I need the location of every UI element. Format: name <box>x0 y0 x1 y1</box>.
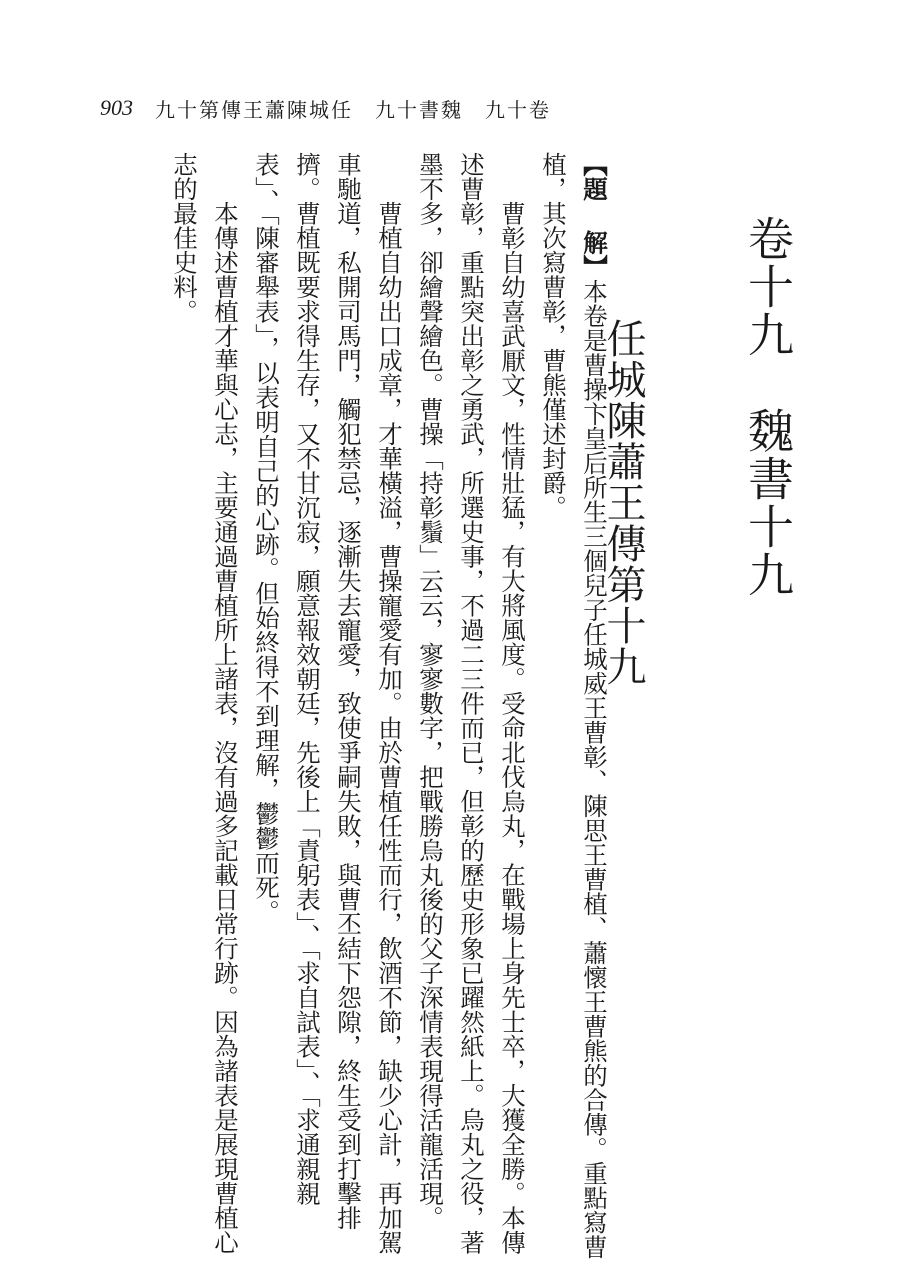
page-number: 903 <box>100 95 133 120</box>
chapter-title: 任城陳蕭王傳第十九 <box>600 318 646 687</box>
intro-paragraph-2: 曹彰自幼喜武厭文，性情壯猛，有大將風度。受命北伐烏丸，在戰場上身先士卒，大獲全勝。本傳述曹彰，重點突出彰之勇武，所選史事，不過二三件而已，但彰的歷史形象已躍然紙上。烏丸之役，著墨不多，卻繪聲繪色。曹操「持彰鬚」云云，寥寥數字，把戰勝烏丸後的父子深情表現得活龍活現。 <box>416 152 527 1255</box>
intro-paragraph-1-text: 本卷是曹操卞皇后所生三個兒子任城威王曹彰、陳思王曹植、蕭懷王曹熊的合傳。重點寫曹植，其次寫曹彰，曹熊僅述封爵。 <box>539 152 609 1259</box>
intro-paragraph-3: 曹植自幼出口成章，才華橫溢，曹操寵愛有加。由於曹植任性而行，飲酒不節，缺少心計，再加駕車馳道，私開司馬門，觸犯禁忌，逐漸失去寵愛，致使爭嗣失敗，與曹丕結下怨隙，終生受到打擊排擠。曹植既要求得生存，又不甘沉寂，願意報效朝廷，先後上「責躬表」、「求自試表」、「求通親親表」、「陳審舉表」，以表明自己的心跡。但始終得不到理解，鬱鬱而死。 <box>252 152 404 1255</box>
page-header <box>100 90 551 126</box>
intro-paragraph-4: 本傳述曹植才華與心志，主要通過曹植所上諸表，沒有過多記載日常行跡。因為諸表是展現曹植心志的最佳史料。 <box>170 152 240 1255</box>
intro-section <box>164 152 615 1262</box>
intro-paragraph-1 <box>533 152 615 1262</box>
intro-label: 【題 解】 <box>580 152 609 279</box>
volume-title: 卷十九 魏書十九 <box>741 215 795 599</box>
running-head: 九十第傳王蕭陳城任 九十書魏 九十卷 <box>155 97 551 122</box>
